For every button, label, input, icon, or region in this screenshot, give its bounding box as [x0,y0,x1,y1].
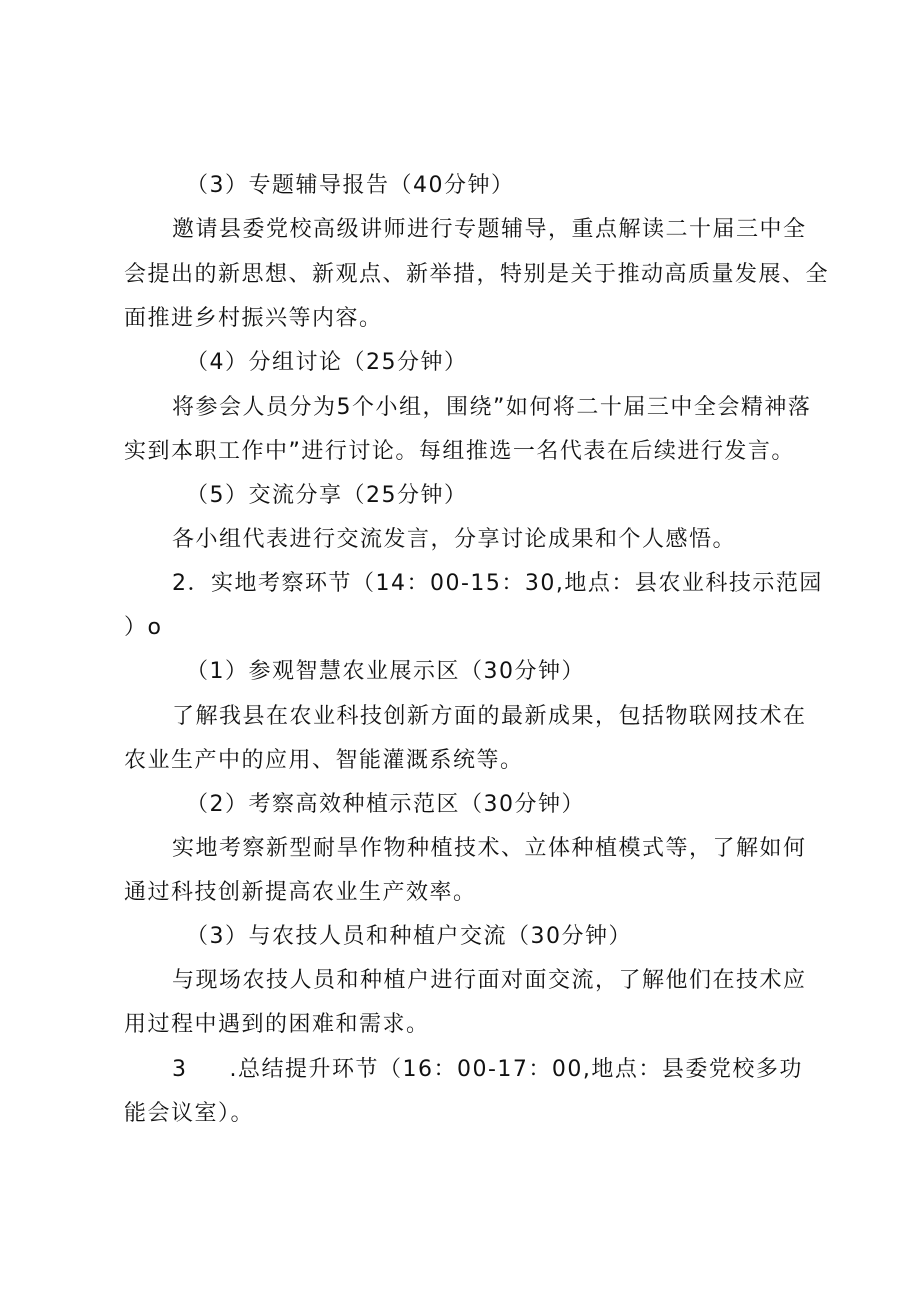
paragraph-line: 将参会人员分为5个小组，围绕”如何将二十届三中全会精神落 [172,395,812,420]
section-heading-5: （5）交流分享（25分钟） [186,483,468,508]
paragraph-line: 实地考察新型耐旱作物种植技术、立体种植模式等，了解如何 [172,836,807,861]
section-heading-4: （4）分组讨论（25分钟） [186,350,468,375]
item-2-heading-cont: ）o [124,615,163,640]
paragraph-line: 用过程中遇到的困难和需求。 [124,1012,430,1037]
subsection-heading-2: （2）考察高效种植示范区（30分钟） [186,792,585,817]
paragraph-line: 与现场农技人员和种植户进行面对面交流，了解他们在技术应 [172,968,807,993]
paragraph-line: 面推进乡村振兴等内容。 [124,306,383,331]
subsection-heading-1: （1）参观智慧农业展示区（30分钟） [186,659,585,684]
subsection-heading-3: （3）与农技人员和种植户交流（30分钟） [186,924,632,949]
item-3-heading [172,1055,803,1085]
paragraph-line: 实到本职工作中”进行讨论。每组推选一名代表在后续进行发言。 [124,439,795,464]
paragraph-line: 邀请县委党校高级讲师进行专题辅导，重点解读二十届三中全 [172,217,807,242]
item-3-number: 3 [172,1057,188,1082]
paragraph-line: 了解我县在农业科技创新方面的最新成果，包括物联网技术在 [172,704,807,729]
paragraph-line: 各小组代表进行交流发言，分享讨论成果和个人感悟。 [172,527,737,552]
paragraph-line: 通过科技创新提高农业生产效率。 [124,880,477,905]
paragraph-line: 会提出的新思想、新观点、新举措，特别是关于推动高质量发展、全 [124,262,830,287]
item-2-heading: 2．实地考察环节（14：00-15：30,地点：县农业科技示范园 [172,571,823,596]
section-heading-3: （3）专题辅导报告（40分钟） [186,173,515,198]
paragraph-line: 农业生产中的应用、智能灌溉系统等。 [124,748,524,773]
item-3-heading-cont: 能会议室）。 [124,1101,255,1126]
item-3-title: .总结提升环节（16：00-17：00,地点：县委党校多功 [229,1057,803,1082]
